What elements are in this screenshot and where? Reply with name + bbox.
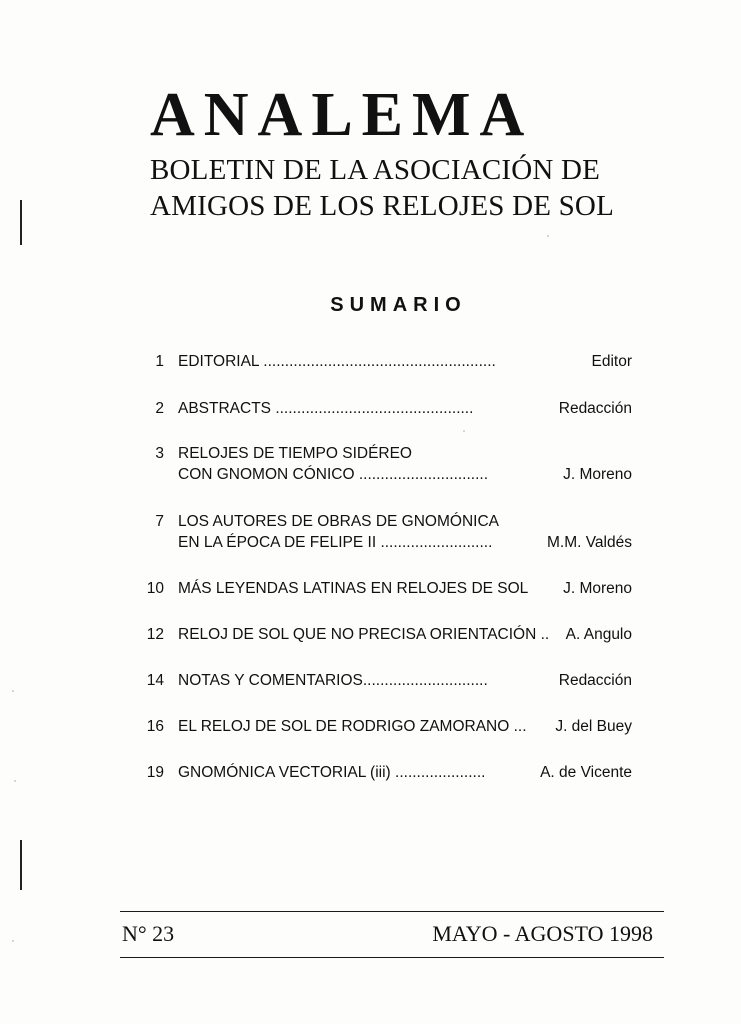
toc-author: J. Moreno [563, 466, 632, 483]
toc-entry [130, 443, 632, 485]
toc-page-number: 1 [155, 353, 164, 370]
scan-speck [12, 690, 14, 692]
scan-speck [547, 235, 549, 237]
toc-entry [130, 762, 632, 783]
scan-speck [14, 780, 16, 782]
toc-title-continued: EN LA ÉPOCA DE FELIPE II .......................... [178, 534, 493, 551]
toc-title-line [178, 532, 632, 553]
contents-heading: SUMARIO [330, 294, 467, 316]
toc-page-number: 14 [146, 672, 164, 689]
toc-title-line [178, 716, 632, 737]
toc-entry [130, 670, 632, 691]
toc-title: EDITORIAL ...................................................... [178, 353, 496, 370]
toc-title: RELOJES DE TIEMPO SIDÉREO [178, 445, 412, 462]
scan-margin-mark [20, 200, 22, 245]
issue-number: N° 23 [122, 921, 175, 946]
toc-page-number: 16 [146, 718, 164, 735]
scan-speck [463, 430, 465, 432]
toc-page-number: 3 [155, 445, 164, 462]
toc-title-line [178, 670, 632, 691]
toc-title: LOS AUTORES DE OBRAS DE GNOMÓNICA [178, 513, 499, 530]
toc-title-line [178, 443, 632, 464]
toc-page-number: 19 [146, 764, 164, 781]
toc-entry [130, 511, 632, 553]
toc-title-line [178, 351, 632, 372]
journal-subtitle-line-2: AMIGOS DE LOS RELOJES DE SOL [150, 190, 614, 222]
toc-author: M.M. Valdés [547, 534, 632, 551]
footer-top-rule [120, 911, 664, 912]
toc-title-line [178, 578, 632, 599]
toc-entry [130, 578, 632, 599]
toc-title: MÁS LEYENDAS LATINAS EN RELOJES DE SOL [178, 580, 529, 597]
toc-author: A. de Vicente [540, 764, 632, 781]
toc-page-number: 7 [155, 513, 164, 530]
toc-title: ABSTRACTS .............................................. [178, 400, 474, 417]
journal-title: ANALEMA [150, 81, 534, 149]
footer-bottom-rule [120, 957, 664, 958]
toc-title-line [178, 398, 632, 419]
toc-author: J. del Buey [555, 718, 632, 735]
toc-entry [130, 624, 632, 645]
toc-author: Redacción [558, 400, 632, 417]
toc-title: GNOMÓNICA VECTORIAL (iii) ..................... [178, 764, 486, 781]
issue-date: MAYO - AGOSTO 1998 [432, 921, 653, 946]
toc-page-number: 10 [146, 580, 164, 597]
toc-title-line [178, 762, 632, 783]
toc-title: NOTAS Y COMENTARIOS............................. [178, 672, 488, 689]
toc-title: RELOJ DE SOL QUE NO PRECISA ORIENTACIÓN .. [178, 626, 550, 643]
toc-page-number: 12 [146, 626, 164, 643]
toc-author: A. Angulo [565, 626, 632, 643]
scan-speck [12, 940, 14, 942]
toc-author: Editor [591, 353, 632, 370]
toc-entry [130, 351, 632, 372]
toc-entry [130, 398, 632, 419]
toc-title-line [178, 464, 632, 485]
journal-subtitle-line-1: BOLETIN DE LA ASOCIACIÓN DE [150, 154, 601, 186]
toc-title-line [178, 624, 632, 645]
toc-author: Redacción [558, 672, 632, 689]
toc-title: EL RELOJ DE SOL DE RODRIGO ZAMORANO ... [178, 718, 527, 735]
toc-entry [130, 716, 632, 737]
scan-margin-mark [20, 840, 22, 890]
toc-title-line [178, 511, 632, 532]
toc-author: J. Moreno [563, 580, 632, 597]
toc-title-continued: CON GNOMON CÓNICO .............................. [178, 466, 489, 483]
toc-page-number: 2 [155, 400, 164, 417]
